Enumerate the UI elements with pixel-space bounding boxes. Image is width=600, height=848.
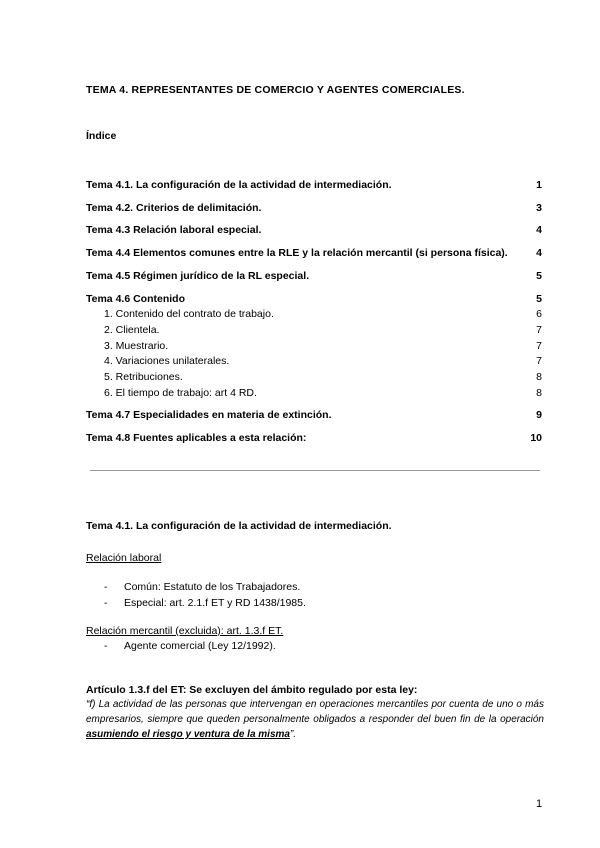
toc-subentry[interactable] [104, 308, 542, 320]
toc-entry[interactable] [86, 179, 542, 191]
quote-text: “f) La actividad de las personas que intervengan en operaciones mercantiles por cuenta de uno o más empresarios, siempre que queden personalmente obligados a responder del buen fin de la operación [86, 699, 544, 725]
toc-subentry[interactable] [104, 340, 542, 352]
article-quote [86, 697, 544, 742]
toc-entry[interactable] [86, 409, 542, 421]
toc-subentry-page: 7 [536, 324, 542, 336]
subheading-relacion-mercantil: Relación mercantil (excluida): art. 1.3.f ET. [86, 625, 284, 637]
toc-subentry[interactable] [104, 324, 542, 336]
section-heading: Tema 4.1. La configuración de la actividad de intermediación. [86, 520, 392, 532]
list-item [104, 581, 300, 593]
toc-entry[interactable] [86, 270, 542, 282]
toc-entry-label: Tema 4.1. La configuración de la actividad de intermediación. [86, 179, 392, 191]
toc-entry-page: 1 [536, 179, 542, 191]
index-heading: Índice [86, 130, 117, 142]
toc-entry[interactable] [86, 293, 542, 305]
toc-subentry-page: 8 [536, 371, 542, 383]
list-dash: - [104, 581, 108, 593]
toc-entry-page: 5 [536, 270, 542, 282]
list-dash: - [104, 597, 108, 609]
quote-emphasis: asumiendo el riesgo y ventura de la misma [86, 729, 290, 740]
list-dash: - [104, 640, 108, 652]
section-divider [90, 470, 540, 471]
article-title: Artículo 1.3.f del ET: Se excluyen del ámbito regulado por esta ley: [86, 684, 418, 696]
toc-subentry[interactable] [104, 355, 542, 367]
toc-subentry-page: 7 [536, 355, 542, 367]
toc-entry-page: 5 [536, 293, 542, 305]
toc-entry-label: Tema 4.5 Régimen jurídico de la RL especial. [86, 270, 310, 282]
list-item [104, 640, 276, 652]
toc-entry-label: Tema 4.3 Relación laboral especial. [86, 224, 262, 236]
toc-entry-label: Tema 4.8 Fuentes aplicables a esta relación: [86, 432, 307, 444]
toc-subentry-page: 6 [536, 308, 542, 320]
toc-entry[interactable] [86, 224, 542, 236]
toc-subentry-page: 7 [536, 340, 542, 352]
toc-entry[interactable] [86, 247, 542, 259]
document-title: TEMA 4. REPRESENTANTES DE COMERCIO Y AGENTES COMERCIALES. [86, 84, 465, 96]
toc-entry[interactable] [86, 432, 542, 444]
list-item-text: Especial: art. 2.1.f ET y RD 1438/1985. [124, 597, 306, 609]
toc-entry-page: 9 [536, 409, 542, 421]
toc-subentry[interactable] [104, 387, 542, 399]
toc-entry[interactable] [86, 202, 542, 214]
toc-entry-label: Tema 4.6 Contenido [86, 293, 185, 305]
toc-entry-page: 4 [536, 247, 542, 259]
toc-subentry-label: 5. Retribuciones. [104, 371, 183, 383]
list-item-text: Agente comercial (Ley 12/1992). [124, 640, 276, 652]
quote-end: ”. [289, 729, 297, 740]
toc-subentry-label: 2. Clientela. [104, 324, 160, 336]
toc-entry-label: Tema 4.2. Criterios de delimitación. [86, 202, 262, 214]
toc-subentry-label: 3. Muestrario. [104, 340, 169, 352]
toc-entry-label: Tema 4.7 Especialidades en materia de extinción. [86, 409, 332, 421]
toc-subentry-label: 1. Contenido del contrato de trabajo. [104, 308, 274, 320]
toc-subentry-label: 6. El tiempo de trabajo: art 4 RD. [104, 387, 257, 399]
toc-entry-page: 10 [530, 432, 542, 444]
toc-subentry-label: 4. Variaciones unilaterales. [104, 355, 230, 367]
page-number: 1 [536, 798, 543, 810]
toc-entry-page: 3 [536, 202, 542, 214]
toc-entry-label: Tema 4.4 Elementos comunes entre la RLE y la relación mercantil (si persona física). [86, 247, 508, 259]
subheading-relacion-laboral: Relación laboral [86, 552, 162, 564]
toc-subentry-page: 8 [536, 387, 542, 399]
list-item-text: Común: Estatuto de los Trabajadores. [124, 581, 301, 593]
list-item [104, 597, 306, 609]
toc-subentry[interactable] [104, 371, 542, 383]
toc-entry-page: 4 [536, 224, 542, 236]
